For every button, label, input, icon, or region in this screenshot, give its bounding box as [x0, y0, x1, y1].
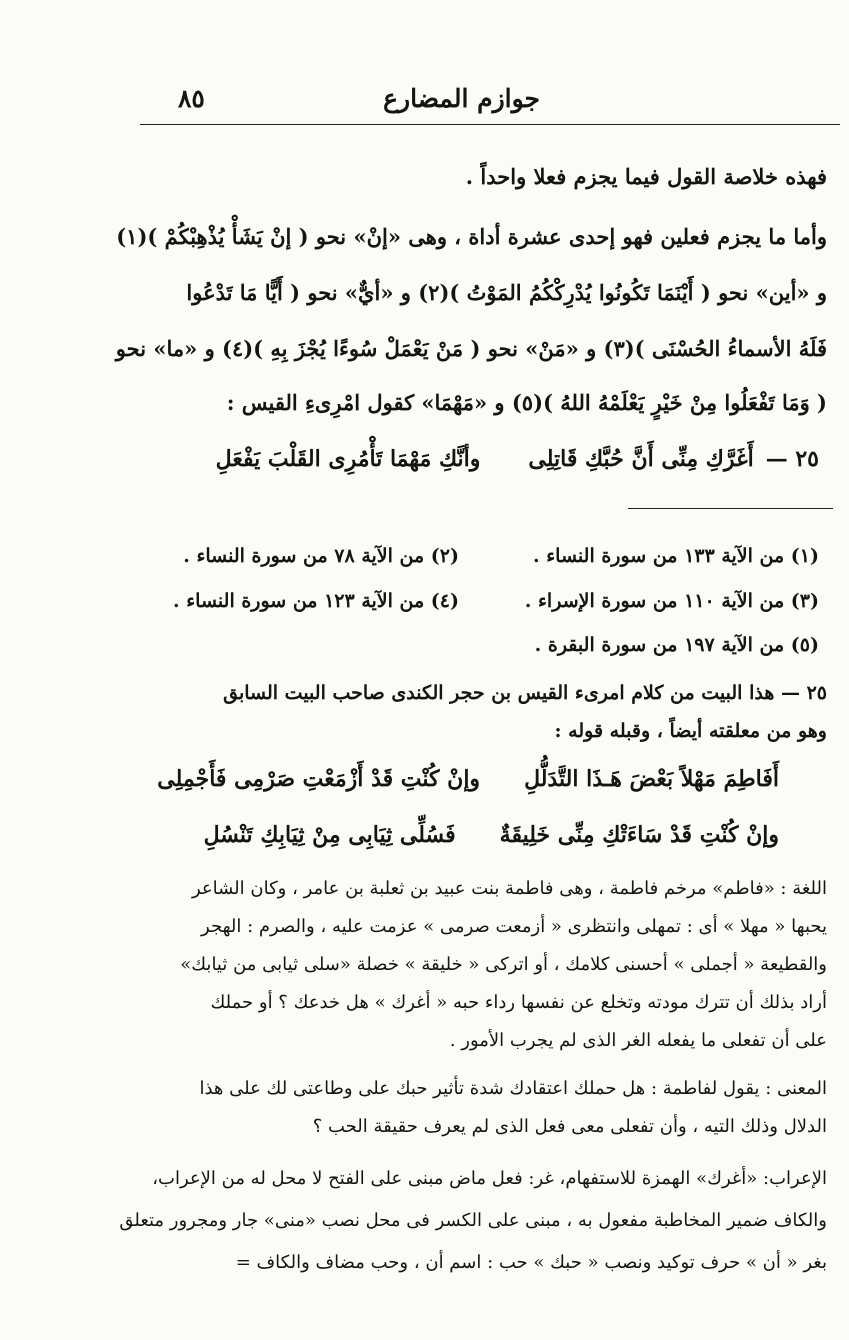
verse-b: [204, 822, 779, 858]
verse-25: [216, 446, 819, 482]
lugha-line-4: أراد بذلك أن تترك مودته وتخلع عن نفسها رداء حبه « أغرك » هل خدعك ؟ أو حملك: [210, 992, 827, 1013]
body-line-4: فَلَهُ الأسماءُ الحُسْنَى )(٣) و «مَنْ» نحو ( مَنْ يَعْمَلْ سُوءًا يُجْزَ بِهِ )(٤) و «ما» نحو: [115, 336, 827, 361]
running-header: [140, 84, 840, 125]
verse-b-first: وإنْ كُنْتِ قَدْ سَاءَتْكِ مِنِّى خَلِيقَةٌ: [499, 822, 779, 848]
mana-line-1: المعنى : يقول لفاطمة : هل حملك اعتقادك شدة تأثير حبك على وطاعتى لك على هذا: [199, 1078, 827, 1099]
footnote-row-2: [119, 590, 819, 618]
commentary-intro-2: وهو من معلقته أيضاً ، وقبله قوله :: [554, 720, 827, 742]
body-line-1: فهذه خلاصة القول فيما يجزم فعلا واحداً .: [465, 164, 827, 189]
body-line-2: وأما ما يجزم فعلين فهو إحدى عشرة أداة ، وهى «إنْ» نحو ( إنْ يَشَأْ يُذْهِبْكُمْ )(١): [116, 224, 827, 249]
lugha-line-3: والقطيعة « أجملى » أحسنى كلامك ، أو اتركى « خليقة » خصلة «سلى ثيابى من ثيابك»: [180, 954, 827, 975]
page-number: ٨٥: [178, 84, 205, 113]
lugha-line-5: على أن تفعلى ما يفعله الغر الذى لم يجرب الأمور .: [449, 1030, 827, 1051]
mana-line-2: الدلال وذلك التيه ، وأن تفعلى معى فعل الذى لم يعرف حقيقة الحب ؟: [312, 1116, 827, 1137]
irab-line-2: والكاف ضمير المخاطبة مفعول به ، مبنى على الكسر فى محل نصب «منى» جار ومجرور متعلق: [119, 1210, 827, 1231]
verse-number: ٢٥ —: [765, 446, 819, 472]
footnote-4: (٤) من الآية ١٢٣ من سورة النساء .: [173, 590, 459, 612]
footnote-separator: [628, 508, 833, 509]
footnote-row-1: [119, 545, 819, 573]
footnote-2: (٢) من الآية ٧٨ من سورة النساء .: [183, 545, 459, 567]
commentary-intro-1: ٢٥ — هذا البيت من كلام امرىء القيس بن حجر الكندى صاحب البيت السابق: [223, 682, 827, 704]
footnote-5: (٥) من الآية ١٩٧ من سورة البقرة .: [534, 634, 819, 656]
footnote-1: (١) من الآية ١٣٣ من سورة النساء .: [533, 545, 819, 567]
irab-line-1: الإعراب: «أغرك» الهمزة للاستفهام، غر: فعل ماض مبنى على الفتح لا محل له من الإعراب،: [152, 1168, 827, 1189]
verse-first-hemistich: أَغَرَّكِ مِنِّى أَنَّ حُبَّكِ قَاتِلِى: [528, 446, 754, 472]
verse-second-hemistich: وأنَّكِ مَهْمَا تَأْمُرِى القَلْبَ يَفْعَلِ: [215, 446, 481, 472]
verse-b-second: فَسُلِّى ثِيَابِى مِنْ ثِيَابِكِ تَنْسُلِ: [203, 822, 456, 848]
lugha-line-1: اللغة : «فاطم» مرخم فاطمة ، وهى فاطمة بنت عبيد بن ثعلبة بن عامر ، وكان الشاعر: [191, 878, 827, 899]
chapter-title: جوازم المضارع: [383, 84, 540, 113]
verse-a: [157, 766, 779, 802]
footnote-row-3: [119, 634, 819, 662]
body-line-5: ( وَمَا تَفْعَلُوا مِنْ خَيْرٍ يَعْلَمْهُ اللهُ )(٥) و «مَهْمَا» كقول امْرِىءِ القيس :: [226, 390, 827, 415]
lugha-line-2: يحبها « مهلا » أى : تمهلى وانتظرى « أزمعت صرمى » عزمت عليه ، والصرم : الهجر: [201, 916, 827, 937]
verse-a-second: وإنْ كُنْتِ قَدْ أَزْمَعْتِ صَرْمِى فَأَجْمِلِى: [157, 766, 481, 792]
body-line-3: و «أين» نحو ( أَيْنَمَا تَكُونُوا يُدْرِكْكُمُ المَوْتُ )(٢) و «أيٌّ» نحو ( أَيًّا مَا تَدْعُوا: [186, 280, 827, 305]
irab-line-3: بغر « أن » حرف توكيد ونصب « حبك » حب : اسم أن ، وحب مضاف والكاف =: [235, 1252, 827, 1273]
footnote-3: (٣) من الآية ١١٠ من سورة الإسراء .: [524, 590, 819, 612]
verse-a-first: أَفَاطِمَ مَهْلاً بَعْضَ هَـذَا التَّدَلُّلِ: [524, 766, 779, 792]
